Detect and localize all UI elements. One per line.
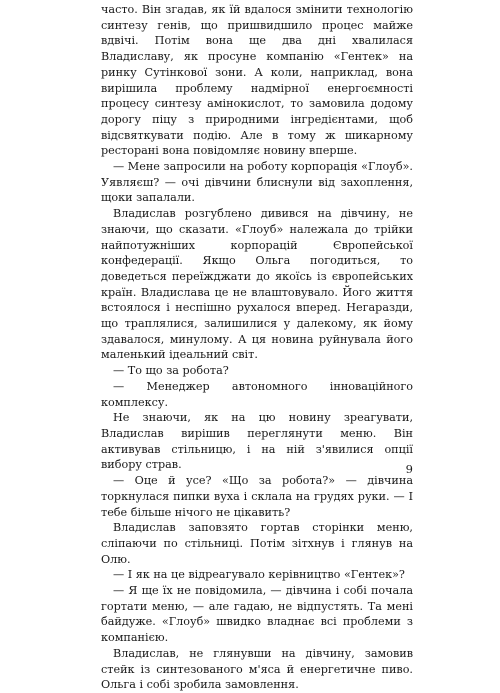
paragraph: — Я ще їх не повідомила, — дівчина і собі почала гортати меню, — але гадаю, не відпустять. Та мені байдуже. «Глоуб» швидко владнає всі проблеми з компанією. <box>101 584 413 645</box>
paragraph: Не знаючи, як на цю новину зреагувати, Владислав вирішив переглянути меню. Він активував стільницю, і на ній з'явилися опції вибору страв. <box>101 411 413 472</box>
paragraph: — І як на це відреагувало керівництво «Гентек»? <box>113 568 405 582</box>
paragraph: — Менеджер автономного інноваційного комплексу. <box>101 379 413 409</box>
paragraph: Владислав заповзято гортав сторінки меню, сліпаючи по стільниці. Потім зітхнув і глянув на Олю. <box>101 521 413 566</box>
paragraph: — Оце й усе? «Що за робота?» — дівчина торкнулася пипки вуха і склала на грудях руки. — І тебе більше нічого не цікавить? <box>101 474 413 519</box>
body-text <box>101 2 413 693</box>
paragraph: — Мене запросили на роботу корпорація «Глоуб». Уявляєш? — очі дівчини блиснули від захоплення, щоки запалали. <box>101 160 413 205</box>
page-number: 9 <box>405 462 413 476</box>
paragraph: Владислав розгублено дивився на дівчину, не знаючи, що сказати. «Глоуб» належала до трійки найпотужніших корпорацій Європейської конфедерації. Якщо Ольга погодиться, то доведеться переїжджати до якоїсь із європейських країн. Владислава це не влаштовувало. Його життя встоялося і неспішно рухалося вперед. Негаразди, що траплялися, залишилися у далекому, як йому здавалося, минулому. А ця новина руйнувала його маленький ідеальний світ. <box>101 207 413 362</box>
paragraph: — То що за робота? <box>113 364 229 378</box>
paragraph: Владислав, не глянувши на дівчину, замовив стейк із синтезованого м'яса й енергетичне пиво. Ольга і собі зробила замовлення. <box>101 646 413 692</box>
paragraph: часто. Він згадав, як їй вдалося змінити технологію синтезу генів, що пришвидшило процес майже вдвічі. Потім вона ще два дні хвалилася Владиславу, як просуне компанію «Гентек» на ринку Сутінкової зони. А коли, наприклад, вона вирішила проблему надмірної енергоємності процесу синтезу амінокислот, то замовила додому дорогу піцу з природними інгредієнтами, щоб відсвяткувати подію. Але в тому ж шикарному ресторані вона повідомляє новину вперше. <box>101 3 413 158</box>
